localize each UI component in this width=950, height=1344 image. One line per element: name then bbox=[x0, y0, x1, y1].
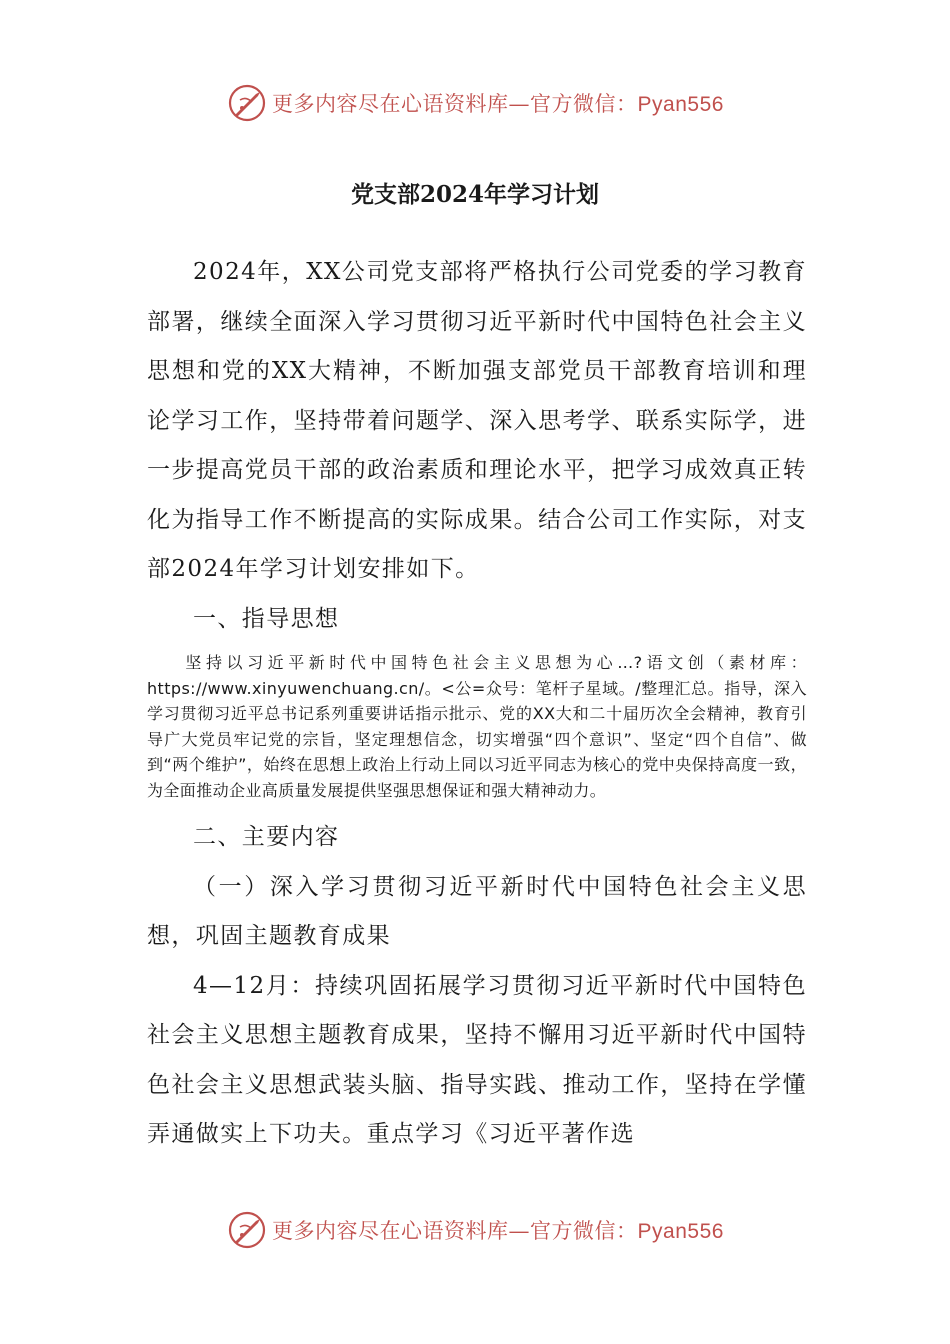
document-body bbox=[147, 248, 807, 1160]
section2-heading: 二、主要内容 bbox=[193, 824, 340, 850]
watermark-text-cn: 更多内容尽在心语资料库—官方微信： bbox=[272, 1219, 638, 1243]
pen-logo-icon bbox=[226, 82, 268, 124]
section1-heading: 一、指导思想 bbox=[193, 605, 340, 632]
intro-paragraph: 2024年，XX公司党支部将严格执行公司党委的学习教育部署，继续全面深入学习贯彻习近平新时代中国特色社会主义思想和党的XX大精神，不断加强支部党员干部教育培训和理论学习工作，坚持带着问题学、深入思考学、联系实际学，进一步提高党员干部的政治素质和理论水平，把学习成效真正转化为指导工作不断提高的实际成果。结合公司工作实际，对支部2024年学习计划安排如下。 bbox=[147, 259, 807, 582]
section1-paragraph: 坚持以习近平新时代中国特色社会主义思想为心…?语文创（素材库：https://www.xinyuwenchuang.cn/。<公=众号：笔杆子星域。/整理汇总。指导，深入学习贯彻习近平总书记系列重要讲话指示批示、党的XX大和二十届历次全会精神，教育引导广大党员牢记党的宗旨，坚定理想信念，切实增强“四个意识”、坚定“四个自信”、做到“两个维护”，始终在思想上政治上行动上同以习近平同志为核心的党中央保持高度一致，为全面推动企业高质量发展提供坚强思想保证和强大精神动力。 bbox=[147, 653, 807, 800]
subsection1-paragraph: 4—12月：持续巩固拓展学习贯彻习近平新时代中国特色社会主义思想主题教育成果，坚持不懈用习近平新时代中国特色社会主义思想武装头脑、指导实践、推动工作，坚持在学懂弄通做实上下功夫。重点学习《习近平著作选 bbox=[147, 972, 807, 1147]
watermark-wechat-id: Pyan556 bbox=[637, 93, 724, 116]
watermark-wechat-id: Pyan556 bbox=[637, 1220, 724, 1243]
pen-logo-icon bbox=[226, 1209, 268, 1251]
header-watermark-banner bbox=[0, 78, 950, 128]
footer-watermark-banner bbox=[0, 1205, 950, 1255]
watermark-text bbox=[272, 88, 724, 118]
watermark-text bbox=[272, 1215, 724, 1245]
watermark-text-cn: 更多内容尽在心语资料库—官方微信： bbox=[272, 92, 638, 116]
subsection1-heading: （一）深入学习贯彻习近平新时代中国特色社会主义思想，巩固主题教育成果 bbox=[147, 873, 807, 949]
document-title: 党支部2024年学习计划 bbox=[350, 181, 599, 208]
